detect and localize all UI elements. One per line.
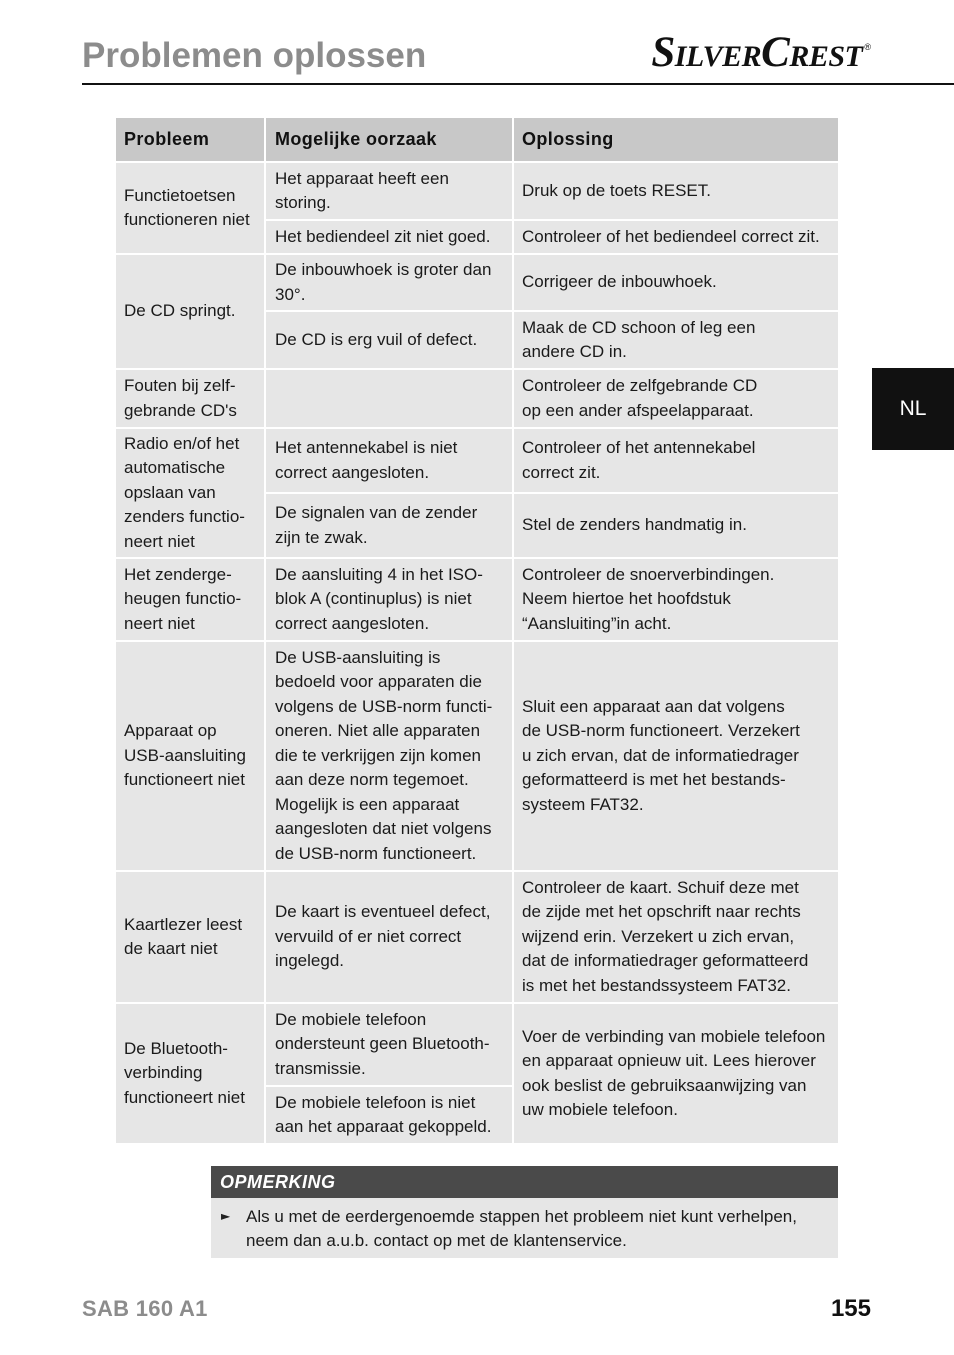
bullet-arrow-icon: ► [221,1209,231,1223]
solution-cell: Controleer of het antennekabel correct zit. [514,429,838,492]
troubleshooting-table [116,118,838,1143]
page-number: 155 [830,1295,871,1322]
problem-cell: De Bluetooth- verbinding functioneert niet [116,1004,264,1143]
solution-cell: Maak de CD schoon of leg een andere CD in. [514,312,838,368]
problem-cell: Functietoetsen functioneren niet [116,163,264,253]
cause-cell: Het apparaat heeft een storing. [266,163,512,219]
language-tab [872,368,954,450]
solution-cell: Sluit een apparaat aan dat volgens de USB-norm functioneert. Verzekert u zich ervan, dat de informatiedrager geformatteerd is met het bestands- systeem FAT32. [514,642,838,870]
cause-cell: Het bediendeel zit niet goed. [266,221,512,253]
column-header-problem: Probleem [116,118,264,161]
cause-cell: De aansluiting 4 in het ISO- blok A (continuplus) is niet correct aangesloten. [266,559,512,640]
problem-cell: Het zenderge- heugen functio- neert niet [116,559,264,640]
solution-cell: Stel de zenders handmatig in. [514,494,838,557]
solution-cell: Controleer de snoerverbindingen. Neem hiertoe het hoofdstuk “Aansluiting”in acht. [514,559,838,640]
note-body [211,1198,838,1258]
cause-cell: De signalen van de zender zijn te zwak. [266,494,512,557]
language-tab-label: NL [899,397,927,420]
note-heading: OPMERKING [211,1166,838,1198]
problem-cell: Apparaat op USB-aansluiting functioneert niet [116,642,264,870]
solution-cell: Controleer de kaart. Schuif deze met de zijde met het opschrift naar rechts wijzend erin. Verzekert u zich ervan, dat de informatiedrager geformatteerd is met het bestandssysteem FAT32. [514,872,838,1002]
cause-cell: De kaart is eventueel defect, vervuild of er niet correct ingelegd. [266,872,512,1002]
cause-cell: De mobiele telefoon ondersteunt geen Bluetooth- transmissie. [266,1004,512,1085]
solution-cell: Druk op de toets RESET. [514,163,838,219]
solution-cell: Controleer de zelfgebrande CD op een ander afspeelapparaat. [514,370,838,427]
page-title: Problemen oplossen [82,36,427,75]
solution-cell: Voer de verbinding van mobiele telefoon en apparaat opnieuw uit. Lees hierover ook beslist de gebruiksaanwijzing van uw mobiele telefoon. [514,1004,838,1143]
problem-cell: Fouten bij zelf- gebrande CD's [116,370,264,427]
problem-cell: De CD springt. [116,255,264,368]
column-header-solution: Oplossing [514,118,838,161]
cause-cell: De inbouwhoek is groter dan 30°. [266,255,512,310]
solution-cell: Corrigeer de inbouwhoek. [514,255,838,310]
cause-cell: De USB-aansluiting is bedoeld voor apparaten die volgens de USB-norm functi- oneren. Niet alle apparaten die te verkrijgen zijn komen aan deze norm tegemoet. Mogelijk is een apparaat aangesloten dat niet volgens de USB-norm functioneert. [266,642,512,870]
header-rule [82,83,954,85]
brand-logo [651,31,871,74]
cause-cell [266,370,512,427]
note-text: Als u met de eerdergenoemde stappen het probleem niet kunt verhelpen, neem dan a.u.b. contact op met de klantenservice. [246,1206,797,1250]
solution-cell: Controleer of het bediendeel correct zit. [514,221,838,253]
registered-mark: ® [864,42,871,52]
footer-model-number: SAB 160 A1 [82,1296,208,1321]
column-header-cause: Mogelijke oorzaak [266,118,512,161]
problem-cell: Kaartlezer leest de kaart niet [116,872,264,1002]
cause-cell: De CD is erg vuil of defect. [266,312,512,368]
cause-cell: De mobiele telefoon is niet aan het apparaat gekoppeld. [266,1087,512,1143]
brand-logo-text: SilverCrest [651,29,863,76]
cause-cell: Het antennekabel is niet correct aangesloten. [266,429,512,492]
problem-cell: Radio en/of het automatische opslaan van zenders functio- neert niet [116,429,264,557]
note-box [211,1166,838,1258]
